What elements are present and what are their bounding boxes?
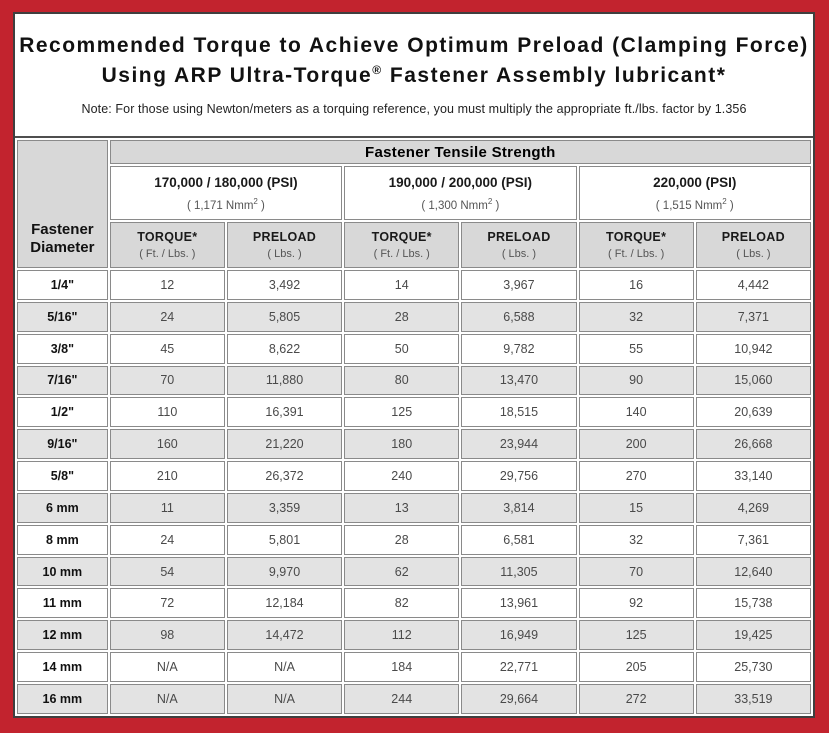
preload-column-header [461,222,576,268]
table-row [17,302,811,332]
value-cell: 24 [110,525,225,555]
nmm-post: ) [492,199,500,212]
value-cell: 55 [579,334,694,364]
nmm-sup: 2 [722,196,727,206]
preload-label: PRELOAD [721,230,785,244]
table-row [17,270,811,300]
value-cell: 24 [110,302,225,332]
title-line2-post: Fastener Assembly lubricant* [382,63,727,87]
value-cell: 29,756 [461,461,576,491]
psi-label: 220,000 (PSI) [653,174,737,190]
value-cell: 140 [579,397,694,427]
value-cell: 11 [110,493,225,523]
table-row [17,652,811,682]
diameter-cell: 14 mm [17,652,108,682]
value-cell: 12,184 [227,588,342,618]
content-panel [13,12,815,718]
page-title-line2 [15,61,813,91]
value-cell: 13,961 [461,588,576,618]
value-cell: 11,880 [227,366,342,396]
psi-label: 190,000 / 200,000 (PSI) [388,174,532,190]
value-cell: 72 [110,588,225,618]
value-cell: 70 [579,557,694,587]
value-cell: 70 [110,366,225,396]
strength-group-190k [344,166,576,220]
torque-label: TORQUE* [371,230,432,244]
corner-header: Fastener Diameter [17,140,108,268]
strength-group-220k [579,166,811,220]
value-cell: 13,470 [461,366,576,396]
value-cell: 54 [110,557,225,587]
preload-label: PRELOAD [487,230,551,244]
nmm-sup: 2 [487,196,493,206]
torque-unit: ( Ft. / Lbs. ) [139,248,196,260]
value-cell: 180 [344,429,459,459]
table-row [17,620,811,650]
nmm-label [580,197,810,212]
value-cell: 4,442 [696,270,811,300]
value-cell: 6,581 [461,525,576,555]
value-cell: 272 [579,684,694,714]
torque-column-header [110,222,225,268]
value-cell: 82 [344,588,459,618]
diameter-cell: 5/8" [17,461,108,491]
preload-column-header [227,222,342,268]
value-cell: 50 [344,334,459,364]
value-cell: 33,140 [696,461,811,491]
value-cell: 3,359 [227,493,342,523]
value-cell: 9,970 [227,557,342,587]
torque-label: TORQUE* [606,230,667,244]
value-cell: 5,801 [227,525,342,555]
value-cell: 90 [579,366,694,396]
value-cell: 3,492 [227,270,342,300]
torque-table [15,136,813,716]
table-row [17,397,811,427]
value-cell: 3,967 [461,270,576,300]
value-cell: 12 [110,270,225,300]
value-cell: 14,472 [227,620,342,650]
diameter-cell: 10 mm [17,557,108,587]
registered-trademark-symbol: ® [372,62,383,77]
value-cell: 125 [344,397,459,427]
value-cell: 13 [344,493,459,523]
value-cell: 23,944 [461,429,576,459]
preload-unit: ( Lbs. ) [736,248,771,260]
table-row [17,557,811,587]
table-row [17,588,811,618]
diameter-cell: 3/8" [17,334,108,364]
table-row [17,366,811,396]
value-cell: 26,372 [227,461,342,491]
value-cell: 9,782 [461,334,576,364]
value-cell: 112 [344,620,459,650]
preload-column-header [696,222,811,268]
value-cell: 32 [579,525,694,555]
value-cell: 15 [579,493,694,523]
nmm-post: ) [257,199,265,212]
value-cell: 16,949 [461,620,576,650]
value-cell: 6,588 [461,302,576,332]
value-cell: 15,060 [696,366,811,396]
value-cell: 184 [344,652,459,682]
nmm-label [111,197,341,212]
column-header-row [17,222,811,268]
table-row [17,525,811,555]
value-cell: 7,371 [696,302,811,332]
page-title-line1: Recommended Torque to Achieve Optimum Preload (Clamping Force) [19,34,809,57]
value-cell: 92 [579,588,694,618]
nmm-pre: ( 1,515 Nmm [655,199,723,212]
diameter-cell: 7/16" [17,366,108,396]
diameter-cell: 1/4" [17,270,108,300]
value-cell: 7,361 [696,525,811,555]
value-cell: 125 [579,620,694,650]
nmm-pre: ( 1,300 Nmm [421,199,488,212]
value-cell: 210 [110,461,225,491]
value-cell: N/A [227,652,342,682]
value-cell: 98 [110,620,225,650]
value-cell: 3,814 [461,493,576,523]
table-row [17,461,811,491]
title-line2-pre: Using ARP Ultra-Torque [101,63,373,87]
value-cell: 29,664 [461,684,576,714]
preload-label: PRELOAD [252,230,317,244]
nmm-sup: 2 [253,196,258,206]
diameter-cell: 16 mm [17,684,108,714]
diameter-cell: 9/16" [17,429,108,459]
value-cell: 160 [110,429,225,459]
preload-unit: ( Lbs. ) [267,248,302,260]
value-cell: 18,515 [461,397,576,427]
value-cell: 32 [579,302,694,332]
torque-unit: ( Ft. / Lbs. ) [373,248,430,260]
nmm-post: ) [726,199,734,212]
note-text: Note: For those using Newton/meters as a torquing reference, you must multiply the appropriate ft./lbs. factor by 1.356 [81,101,747,116]
table-row [17,493,811,523]
torque-unit: ( Ft. / Lbs. ) [608,248,665,260]
group-header-row [17,140,811,164]
value-cell: 11,305 [461,557,576,587]
torque-column-header [579,222,694,268]
value-cell: 110 [110,397,225,427]
group-header: Fastener Tensile Strength [110,140,811,164]
value-cell: 26,668 [696,429,811,459]
title-block [15,14,813,136]
table-row [17,684,811,714]
value-cell: 200 [579,429,694,459]
value-cell: 19,425 [696,620,811,650]
diameter-cell: 1/2" [17,397,108,427]
value-cell: N/A [227,684,342,714]
value-cell: 244 [344,684,459,714]
strength-header-row [17,166,811,220]
value-cell: 16,391 [227,397,342,427]
value-cell: 14 [344,270,459,300]
value-cell: 10,942 [696,334,811,364]
value-cell: 45 [110,334,225,364]
diameter-cell: 5/16" [17,302,108,332]
strength-group-170k [110,166,342,220]
value-cell: 33,519 [696,684,811,714]
value-cell: 21,220 [227,429,342,459]
torque-label: TORQUE* [137,230,198,244]
value-cell: 8,622 [227,334,342,364]
value-cell: 20,639 [696,397,811,427]
diameter-cell: 8 mm [17,525,108,555]
preload-unit: ( Lbs. ) [501,248,537,260]
nmm-pre: ( 1,171 Nmm [186,199,254,212]
value-cell: 22,771 [461,652,576,682]
value-cell: 28 [344,302,459,332]
value-cell: 4,269 [696,493,811,523]
torque-column-header [344,222,459,268]
value-cell: 270 [579,461,694,491]
value-cell: 16 [579,270,694,300]
value-cell: 62 [344,557,459,587]
value-cell: N/A [110,684,225,714]
value-cell: 12,640 [696,557,811,587]
diameter-cell: 11 mm [17,588,108,618]
value-cell: 205 [579,652,694,682]
value-cell: 5,805 [227,302,342,332]
table-row [17,429,811,459]
diameter-cell: 6 mm [17,493,108,523]
table-row [17,334,811,364]
nmm-label [345,197,575,212]
diameter-cell: 12 mm [17,620,108,650]
value-cell: 25,730 [696,652,811,682]
psi-label: 170,000 / 180,000 (PSI) [154,174,298,190]
value-cell: 240 [344,461,459,491]
value-cell: 15,738 [696,588,811,618]
value-cell: 80 [344,366,459,396]
value-cell: N/A [110,652,225,682]
value-cell: 28 [344,525,459,555]
